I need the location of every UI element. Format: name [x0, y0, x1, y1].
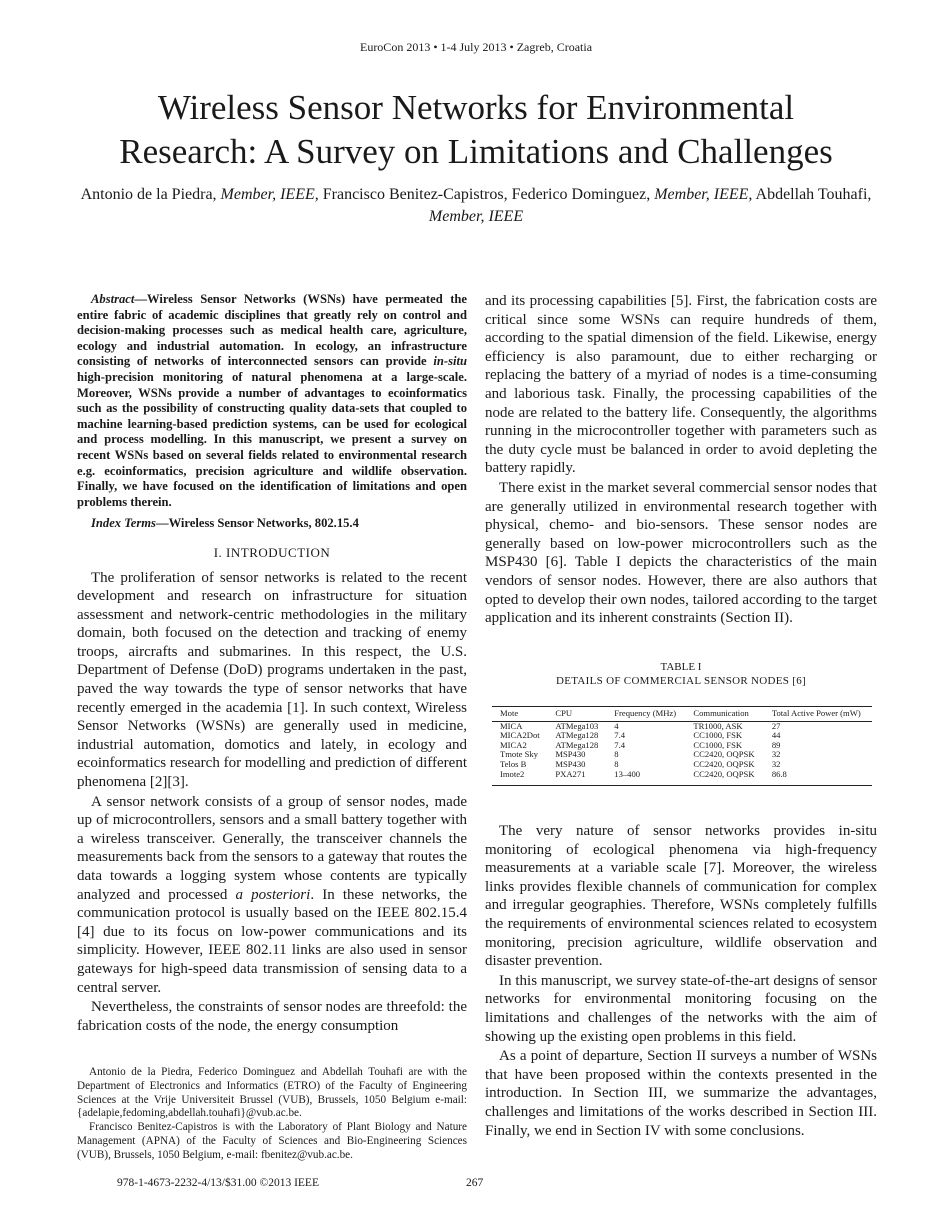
- table-header-cell: CPU: [547, 707, 606, 722]
- table-header-cell: Mote: [492, 707, 547, 722]
- abstract-text-2: high-precision monitoring of natural phenomena at a large-scale. Moreover, WSNs provide a number of advantages to ecoinformatics such as the possibility of constructing quality data-sets that coupled to machine learning-based prediction systems, can be used for ecological and process modelling. In this manuscript, we present a survey on recent WSNs based on several fields related to environmental research e.g. ecoinformatics, precision agriculture and wildlife observation. Finally, we have focused on the identification of limitations and open problems therein.: [77, 369, 467, 509]
- table-cell: MICA2: [500, 739, 527, 750]
- table-cell: 89: [771, 739, 781, 750]
- title-line-2: Research: A Survey on Limitations and Challenges: [119, 132, 833, 171]
- table-caption-text: DETAILS OF COMMERCIAL SENSOR NODES [6]: [556, 675, 806, 687]
- footnote-2: Francisco Benitez-Capistros is with the Laboratory of Plant Biology and Nature Management (APNA) of the Faculty of Sciences and Bio-Engineering Sciences (VUB), Brussels, 1050 Belgium, e-mail: fbenitez@vub.ac.be.: [77, 1121, 467, 1161]
- table-row: [492, 741, 872, 751]
- table-header-row: [492, 707, 872, 722]
- right-paragraph-5: As a point of departure, Section II surveys a number of WSNs that have been proposed within the contexts presented in the introduction. In Section III, we summarize the advantages, challenges and limitations of the works described in Section III. Finally, we end in Section IV with some conclusions.: [485, 1048, 877, 1139]
- right-column-bottom: [485, 822, 877, 1140]
- table-row: [492, 721, 872, 731]
- abstract-text-1: —Wireless Sensor Networks (WSNs) have permeated the entire fabric of academic disciplines that greatly rely on control and decision-making processes such as medical health care, agriculture, ecology and industrial automation. In ecology, an infrastructure consisting of networks of interconnected sensors can provide: [77, 292, 467, 369]
- footnote-1: Antonio de la Piedra, Federico Dominguez and Abdellah Touhafi are with the Department of Electronics and Informatics (ETRO) of the Faculty of Engineering Sciences at the Vrije Universiteit Brussel (VUB), Brussels, 1050 Belgium e-mail: {adelapie,fedoming,abdellah.touhafi}@vub.ac.be.: [77, 1066, 467, 1120]
- author-2-3: Francisco Benitez-Capistros, Federico Dominguez,: [322, 186, 651, 203]
- table-cell: CC1000, FSK: [693, 739, 743, 750]
- table-cell: TR1000, ASK: [693, 720, 743, 731]
- table-header-cell: Communication: [685, 707, 763, 722]
- abstract-insitu: in-situ: [433, 354, 467, 369]
- abstract-label: Abstract: [91, 292, 135, 306]
- table-cell: CC2420, OQPSK: [693, 758, 755, 769]
- footnotes: [77, 1066, 467, 1163]
- left-column: [77, 292, 467, 1035]
- table-cell: PXA271: [547, 770, 606, 786]
- table-cell: 4: [614, 720, 619, 731]
- table-header-cell: Frequency (MHz): [606, 707, 685, 722]
- table-cell: 86.8: [764, 770, 872, 786]
- intro-p2-text-a: A sensor network consists of a group of sensor nodes, made up of microcontrollers, sensors and a small battery together with a wireless transceiver. Generally, the transceiver channels the measurements back from the sensors to a gateway that routes the data towards a logging system whose contents are typically analyzed and processed: [77, 793, 467, 903]
- table-cell: 27: [771, 720, 781, 731]
- table-cell: MSP430: [555, 749, 586, 760]
- index-terms-label: Index Terms: [91, 516, 156, 531]
- table-cell: CC2420, OQPSK: [693, 749, 755, 760]
- table-row: [492, 770, 872, 786]
- intro-p2-text-b: . In these networks, the communication protocol is usually based on the IEEE 802.15.4 [4] due to its focus on low-power communications and its simplicity. However, IEEE 802.11 links are also used in sensor gateways for high-speed data transmission of sensing data to a central server.: [77, 886, 467, 996]
- conference-header: EuroCon 2013 • 1-4 July 2013 • Zagreb, Croatia: [359, 40, 593, 54]
- author-1-role: Member, IEEE,: [220, 186, 319, 203]
- table-cell: 44: [771, 730, 781, 741]
- table-cell: 7.4: [614, 730, 626, 741]
- author-list: [60, 184, 892, 228]
- table-cell: 8: [614, 749, 619, 760]
- right-paragraph-4: In this manuscript, we survey state-of-the-art designs of sensor networks for environmental monitoring focusing on the limitations and challenges of the networks with the aim of showing up the existing open problems in this field.: [485, 972, 877, 1045]
- author-4: Abdellah Touhafi,: [755, 186, 872, 203]
- table-row: [492, 760, 872, 770]
- page-number: 267: [466, 1177, 484, 1189]
- table-cell: 7.4: [614, 739, 626, 750]
- intro-paragraph-1: The proliferation of sensor networks is related to the recent development and research on infrastructure for situation assessment and network-centric methodologies in the military domain, both focused on the detection and tracking of enemy troops, aircrafts and submarines. In this respect, the U.S. Department of Defense (DoD) programs undertaken in the past, paved the way towards the type of sensor networks that have recently emerged in the academia [1]. In such context, Wireless Sensor Networks (WSNs) are generally used in medicine, industrial automation, domotics and lately, in ecology and ecoinformatics research for modelling and prediction of different phenomena [2][3].: [77, 569, 467, 791]
- table-header-cell: Total Active Power (mW): [764, 707, 872, 722]
- right-column-top: [485, 292, 877, 628]
- right-paragraph-3: The very nature of sensor networks provides in-situ monitoring of ecological phenomena via high-frequency measurements at a variable scale [7]. Moreover, the wireless links provides flexible channels of communication for complex and irregular geographies. Therefore, WSNs completely fulfills the requirements of environmental sciences related to ecosystem monitoring, precision agriculture, wildlife observation and disaster prevention.: [485, 823, 877, 970]
- table-row: [492, 750, 872, 760]
- right-paragraph-2: There exist in the market several commercial sensor nodes that are generally utilized in environmental research together with physical, chemo- and bio-sensors. These sensor nodes are generally based on low-power microcontrollers such as the MSP430 [6]. Table I depicts the characteristics of the main vendors of sensor nodes. However, there are also authors that opted to develop their own nodes, tailored according to the target application and its inherent constraints (Section II).: [485, 479, 877, 627]
- author-3-role: Member, IEEE,: [654, 186, 753, 203]
- table-cell: Tmote Sky: [500, 749, 538, 760]
- right-paragraph-1: and its processing capabilities [5]. First, the fabrication costs are critical since some WSNs can require hundreds of them, according to the spatial dimension of the field. Likewise, energy efficiency is also paramount, due to either recharging or replacing the battery of a myriad of nodes is a time-consuming and laborious task. Finally, the processing capabilities of the node are related to the battery life. Consequently, the algorithms running in the microcontroller together with parameters such as the duty cycle must be balanced in order to avoid depleting the battery rapidly.: [485, 293, 877, 477]
- table-cell: ATMega103: [555, 720, 599, 731]
- table-caption: [485, 660, 877, 688]
- intro-paragraph-2: [77, 793, 467, 998]
- footer-isbn: 978-1-4673-2232-4/13/$31.00 ©2013 IEEE: [117, 1177, 319, 1189]
- index-terms-text: —Wireless Sensor Networks, 802.15.4: [155, 516, 359, 531]
- table-cell: Imote2: [492, 770, 547, 786]
- table-cell: MICA2Dot: [500, 730, 540, 741]
- intro-p2-italic: a posteriori: [235, 886, 311, 903]
- table-cell: ATMega128: [555, 730, 599, 741]
- table-cell: MSP430: [555, 758, 586, 769]
- table-label: TABLE I: [660, 661, 702, 673]
- table-cell: CC2420, OQPSK: [685, 770, 763, 786]
- table-cell: 32: [771, 758, 781, 769]
- intro-paragraph-3: Nevertheless, the constraints of sensor nodes are threefold: the fabrication costs of the node, the energy consumption: [77, 999, 467, 1034]
- paper-title: [40, 86, 912, 174]
- table-cell: Telos B: [500, 758, 527, 769]
- author-4-role: Member, IEEE: [428, 208, 524, 225]
- sensor-nodes-table: [492, 706, 872, 786]
- table-cell: 32: [771, 749, 781, 760]
- table-cell: 8: [614, 758, 619, 769]
- table-cell: ATMega128: [555, 739, 599, 750]
- table-row: [492, 731, 872, 741]
- table-cell: CC1000, FSK: [693, 730, 743, 741]
- table-cell: 13–400: [606, 770, 685, 786]
- title-line-1: Wireless Sensor Networks for Environmental: [157, 88, 795, 127]
- table-cell: MICA: [500, 720, 523, 731]
- index-terms: [77, 516, 467, 532]
- author-1: Antonio de la Piedra,: [80, 186, 217, 203]
- abstract: [77, 292, 467, 510]
- section-heading-introduction: I. INTRODUCTION: [213, 544, 331, 560]
